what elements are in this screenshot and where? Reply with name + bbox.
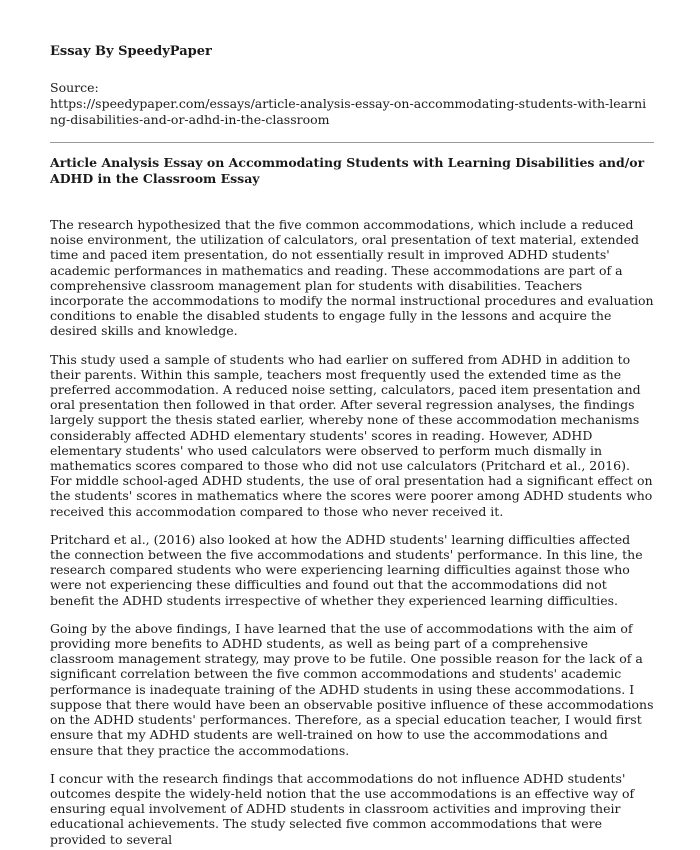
essay-title: Article Analysis Essay on Accommodating Students with Learning Disabilities and/or ADHD in the Classroom Essay — [50, 155, 645, 186]
divider — [50, 142, 654, 143]
essay-body — [50, 217, 654, 847]
paragraph: The research hypothesized that the five common accommodations, which include a reduced noise environment, the utilization of calculators, oral presentation of text material, extended time and paced item presentation, do not essentially result in improved ADHD students' academic performances in mathematics and reading. These accommodations are part of a comprehensive classroom management plan for students with disabilities. Teachers incorporate the accommodations to modify the normal instructional procedures and evaluation conditions to enable the disabled students to engage fully in the lessons and acquire the desired skills and knowledge. — [50, 217, 654, 339]
source-label: Source: — [50, 80, 99, 95]
brand-heading: Essay By SpeedyPaper — [50, 44, 212, 59]
paragraph: Pritchard et al., (2016) also looked at how the ADHD students' learning difficulties affected the connection between the five accommodations and students' performance. In this line, the research compared students who were experiencing learning difficulties against those who were not experiencing these difficulties and found out that the accommodations did not benefit the ADHD students irrespective of whether they experienced learning difficulties. — [50, 531, 643, 608]
source-url: https://speedypaper.com/essays/article-analysis-essay-on-accommodating-students-with-learning-disabilities-and-or-adhd-in-the-classroom — [50, 96, 647, 127]
paragraph: This study used a sample of students who had earlier on suffered from ADHD in addition to their parents. Within this sample, teachers most frequently used the extended time as the preferred accommodation. A reduced noise setting, calculators, paced item presentation and oral presentation then followed in that order. After several regression analyses, the findings largely support the thesis stated earlier, whereby none of these accommodation mechanisms considerably affected ADHD elementary students' scores in reading. However, ADHD elementary students' who used calculators were observed to perform much dismally in mathematics scores compared to those who did not use calculators (Pritchard et al., 2016). For middle school-aged ADHD students, the use of oral presentation had a significant effect on the students' scores in mathematics where the scores were poorer among ADHD students who received this accommodation compared to those who never received it. — [50, 351, 653, 519]
paragraph: Going by the above findings, I have learned that the use of accommodations with the aim of providing more benefits to ADHD students, as well as being part of a comprehensive classroom management strategy, may prove to be futile. One possible reason for the lack of a significant correlation between the five common accommodations and students' academic performance is inadequate training of the ADHD students in using these accommodations. I suppose that there would have been an observable positive influence of these accommodations on the ADHD students' performances. Therefore, as a special education teacher, I would first ensure that my ADHD students are well-trained on how to use the accommodations and ensure that they practice the accommodations. — [50, 620, 654, 758]
paragraph: I concur with the research findings that accommodations do not influence ADHD students' outcomes despite the widely-held notion that the use accommodations is an effective way of ensuring equal involvement of ADHD students in classroom activities and improving their educational achievements. The study selected five common accommodations that were provided to several — [50, 770, 635, 847]
